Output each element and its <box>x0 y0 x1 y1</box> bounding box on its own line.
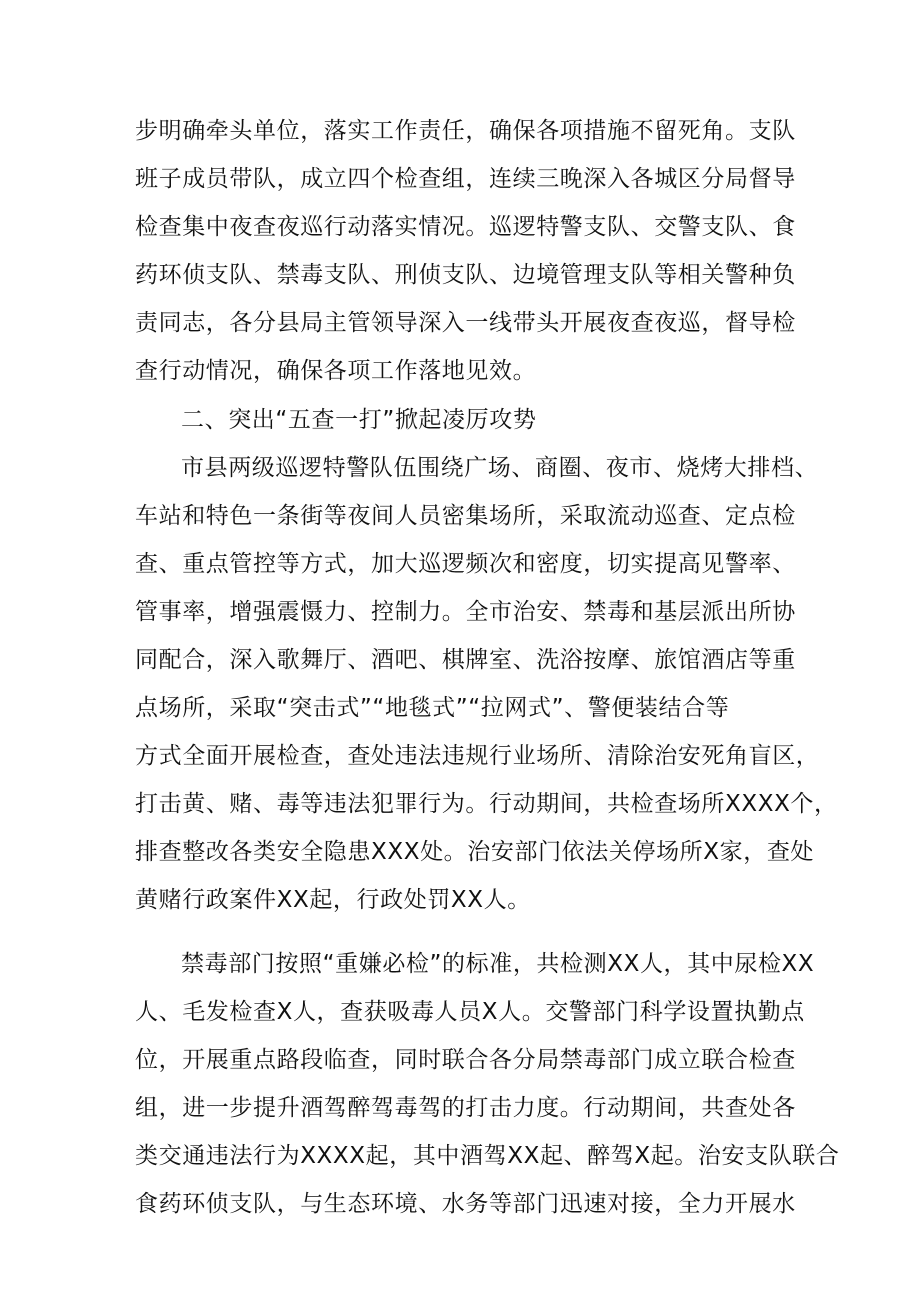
text-line-16: 排查整改各类安全隐患XXX处。治安部门依法关停场所X家，查处 <box>135 839 815 865</box>
text-line-22: 类交通违法行为XXXX起，其中酒驾XX起、醉驾X起。治安支队联合 <box>135 1143 840 1169</box>
text-line-8: 市县两级巡逻特警队伍围绕广场、商圈、夜市、烧烤大排档、 <box>181 455 819 481</box>
text-line-14: 方式全面开展检查，查处违法违规行业场所、清除治安死角盲区， <box>135 743 820 769</box>
text-line-15: 打击黄、赌、毒等违法犯罪行为。行动期间，共检查场所XXXX个， <box>135 791 838 817</box>
text-line-2: 班子成员带队，成立四个检查组，连续三晚深入各城区分局督导 <box>135 166 796 192</box>
text-line-1: 步明确牵头单位，落实工作责任，确保各项措施不留死角。支队 <box>135 118 796 144</box>
text-line-23: 食药环侦支队，与生态环境、水务等部门迅速对接，全力开展水 <box>135 1191 796 1217</box>
text-line-18: 禁毒部门按照“重嫌必检”的标准，共检测XX人，其中尿检XX <box>181 951 815 977</box>
text-line-5: 责同志，各分县局主管领导深入一线带头开展夜查夜巡，督导检 <box>135 310 796 336</box>
text-line-17: 黄赌行政案件XX起，行政处罚XX人。 <box>135 887 531 913</box>
text-line-10: 查、重点管控等方式，加大巡逻频次和密度，切实提高见警率、 <box>135 551 796 577</box>
text-line-11: 管事率，增强震慑力、控制力。全市治安、禁毒和基层派出所协 <box>135 599 796 625</box>
text-line-9: 车站和特色一条街等夜间人员密集场所，采取流动巡查、定点检 <box>135 503 796 529</box>
section-heading: 二、突出“五查一打”掀起凌厉攻势 <box>181 407 537 433</box>
text-line-19: 人、毛发检查X人，查获吸毒人员X人。交警部门科学设置执勤点 <box>135 999 805 1025</box>
text-line-21: 组，进一步提升酒驾醉驾毒驾的打击力度。行动期间，共查处各 <box>135 1095 796 1121</box>
text-line-4: 药环侦支队、禁毒支队、刑侦支队、边境管理支队等相关警种负 <box>135 262 796 288</box>
text-line-6: 查行动情况，确保各项工作落地见效。 <box>135 358 537 384</box>
text-line-12: 同配合，深入歌舞厅、酒吧、棋牌室、洗浴按摩、旅馆酒店等重 <box>135 647 796 673</box>
text-line-20: 位，开展重点路段临查，同时联合各分局禁毒部门成立联合检查 <box>135 1047 796 1073</box>
text-line-13: 点场所，采取“突击式”“地毯式”“拉网式”、警便装结合等 <box>135 695 730 721</box>
text-line-3: 检查集中夜查夜巡行动落实情况。巡逻特警支队、交警支队、食 <box>135 214 796 240</box>
